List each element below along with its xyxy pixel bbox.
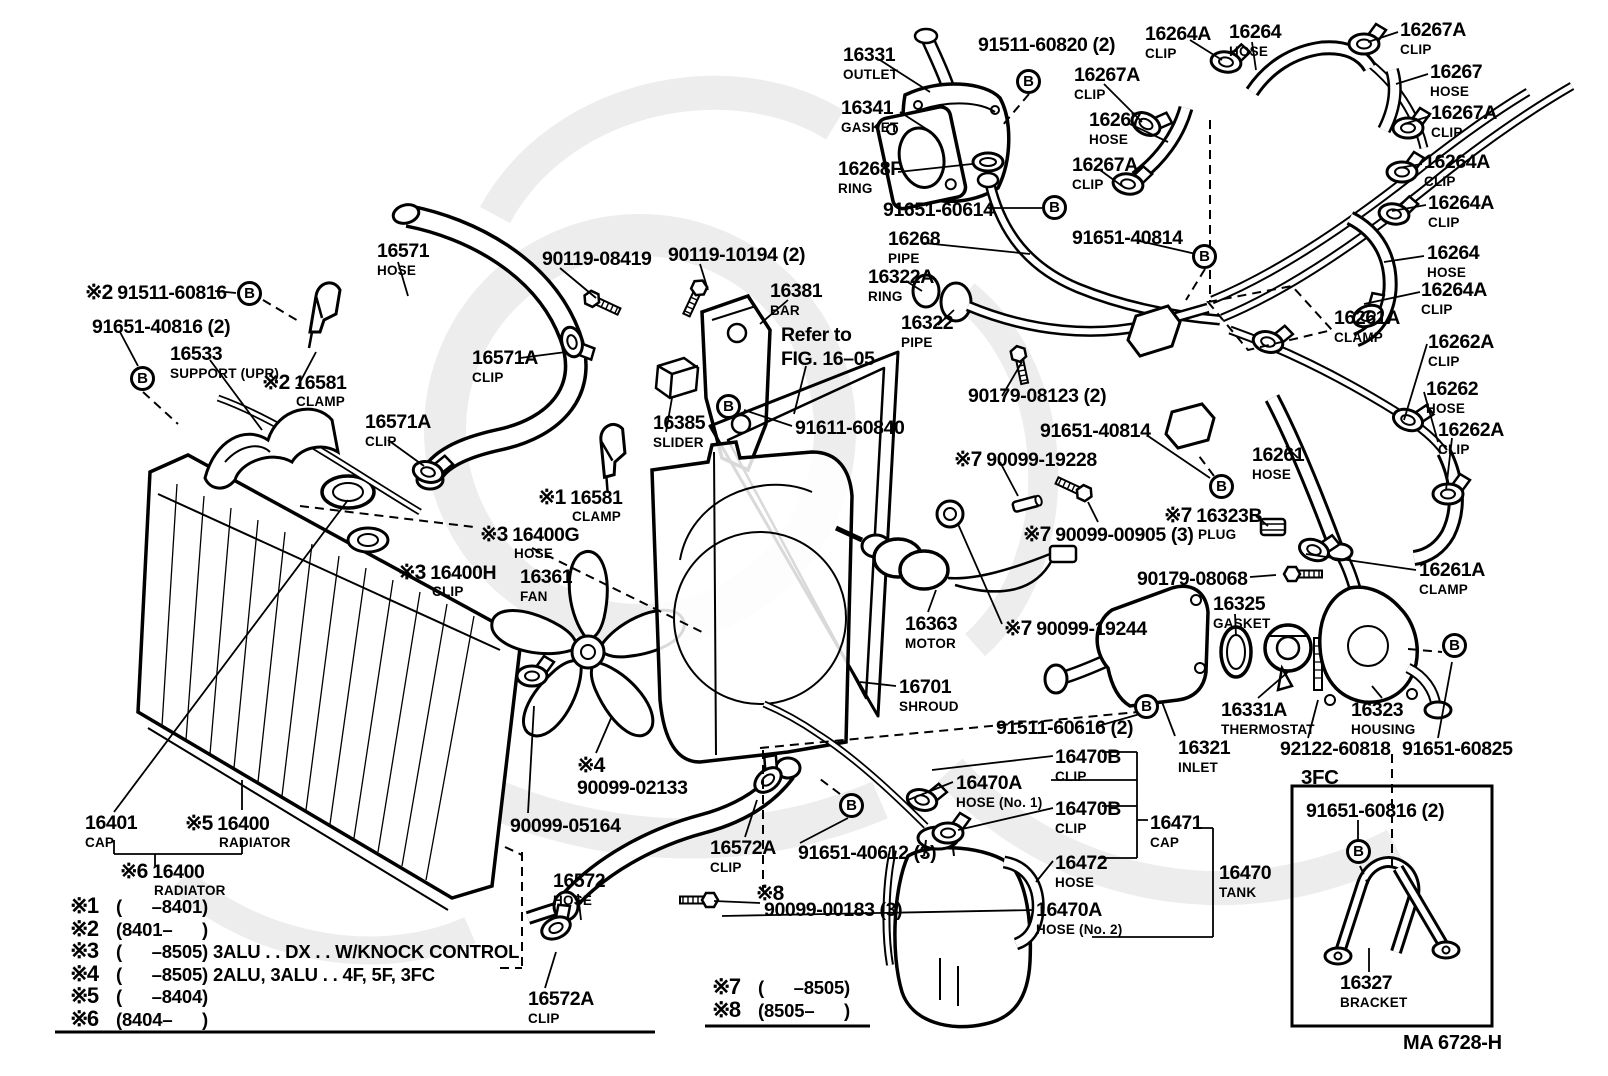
label-16331: [843, 46, 898, 81]
legend-text: ( –8404): [116, 986, 209, 1007]
part-name: CLIP: [472, 369, 504, 385]
part-number: 90179-08123 (2): [968, 385, 1107, 407]
doc-code: MA 6728-H: [1403, 1032, 1502, 1054]
part-name: HOUSING: [1351, 721, 1416, 737]
label-16264a: [1421, 281, 1487, 316]
part-number: 90099-02133: [577, 777, 688, 799]
footnote-mark: ※5: [185, 812, 213, 835]
part-number: 16323: [1351, 699, 1404, 721]
part-number: 90099-00905 (3): [1055, 523, 1194, 546]
part-number: 16471: [1150, 812, 1203, 834]
label-16323b: [1164, 505, 1262, 542]
part-name: CLIP: [1421, 301, 1453, 317]
label-16323: [1351, 701, 1415, 736]
part-name: RING: [868, 288, 903, 304]
part-number: 16381: [770, 280, 823, 302]
bolt-marker-icon: B: [1192, 244, 1217, 269]
part-number: 90099-19244: [1036, 617, 1147, 640]
label-16470a: [1036, 901, 1122, 936]
part-name: INLET: [1178, 759, 1218, 775]
part-number: 16331A: [1221, 699, 1287, 721]
bolt-marker-icon: B: [1346, 839, 1371, 864]
part-number: 16262: [1426, 378, 1479, 400]
part-number: 91651-40816 (2): [92, 316, 231, 338]
label-16264a: [1424, 153, 1490, 188]
label-91651-40814: [1040, 422, 1151, 442]
footnote-mark: ※7: [712, 974, 740, 999]
part-name: RADIATOR: [219, 835, 291, 850]
part-name: HOSE: [377, 262, 417, 278]
part-name: SLIDER: [653, 434, 704, 450]
label-16401: [85, 814, 137, 849]
label-16581: [538, 487, 623, 524]
part-number: 16571A: [365, 411, 431, 433]
label-16470a: [956, 774, 1042, 809]
part-number: 16701: [899, 676, 952, 698]
part-name: CLIP: [432, 584, 464, 599]
part-number: 16321: [1178, 737, 1231, 759]
part-number: 90179-08068: [1137, 568, 1248, 590]
part-number: 16261A: [1334, 307, 1400, 329]
part-name: CLIP: [1072, 176, 1104, 192]
label-91651-40612-3-: [798, 844, 936, 864]
part-number: 91511-60820 (2): [978, 34, 1116, 56]
part-name: HOSE: [553, 892, 593, 908]
bolt-marker-icon: B: [1209, 474, 1234, 499]
label-16572: [553, 872, 605, 907]
footnote-mark: ※8: [712, 996, 740, 1022]
part-number: 16268: [888, 228, 941, 250]
label-16361: [520, 568, 572, 603]
part-number: 16267A: [1074, 64, 1140, 86]
part-number: 16472: [1055, 852, 1108, 874]
label-90099-19228: [954, 449, 1097, 470]
part-number: 16400H: [430, 561, 497, 584]
label-16262a: [1438, 421, 1504, 456]
legend-row: [70, 916, 519, 939]
label-16267a: [1431, 104, 1497, 139]
part-number: 16261A: [1419, 559, 1485, 581]
bolt-marker-icon: B: [1442, 633, 1467, 658]
part-number: 16571A: [472, 347, 538, 369]
label-91611-60840: [795, 419, 904, 439]
part-name: SHROUD: [899, 698, 959, 714]
bolt-marker-icon: B: [1042, 195, 1067, 220]
part-number: 16581: [294, 371, 347, 394]
part-name: CLAMP: [1334, 329, 1383, 345]
part-number: 16581: [570, 486, 623, 509]
part-name: CLAMP: [1419, 581, 1468, 597]
part-number: 90099-00183 (3): [764, 899, 903, 921]
bolt-marker-icon: B: [716, 394, 741, 419]
part-number: 90119-10194 (2): [668, 244, 806, 266]
label-16321: [1178, 739, 1230, 774]
part-name: HOSE: [1430, 83, 1470, 99]
part-name: CLIP: [1145, 45, 1177, 61]
part-name: CAP: [1150, 834, 1180, 850]
part-number: 16264A: [1145, 23, 1211, 45]
legend-row: [70, 983, 519, 1006]
label-16363: [905, 615, 957, 650]
part-name: THERMOSTAT: [1221, 721, 1315, 737]
label-16264: [1229, 23, 1281, 58]
part-number: 16267: [1089, 109, 1142, 131]
part-name: HOSE (No. 2): [1036, 921, 1123, 937]
label-91651-60825: [1402, 740, 1513, 760]
legend-text: (8401– ): [116, 918, 209, 940]
part-number: 92122-60818: [1280, 738, 1391, 760]
part-name: GASKET: [1213, 615, 1271, 631]
part-number: 90099-19228: [986, 448, 1097, 471]
part-number: 91651-40814: [1040, 420, 1151, 442]
part-number: 16470: [1219, 862, 1272, 884]
label-16471: [1150, 814, 1202, 849]
part-number: 16327: [1340, 972, 1393, 994]
label-refer-to: [781, 326, 875, 369]
label-16267a: [1074, 66, 1140, 101]
part-number: 91511-60616 (2): [996, 717, 1134, 739]
part-number: 16400: [217, 812, 270, 835]
part-name: HOSE: [1426, 400, 1466, 416]
part-name: HOSE (No. 1): [956, 794, 1043, 810]
part-number: 16363: [905, 613, 958, 635]
label-16268: [888, 230, 940, 265]
label-91651-40816-2-: [92, 318, 230, 338]
label-16572a: [710, 839, 776, 874]
part-name: OUTLET: [843, 66, 899, 82]
label-16472: [1055, 854, 1107, 889]
label-90099-05164: [510, 817, 621, 837]
part-name: BRACKET: [1340, 994, 1408, 1010]
part-number: 16341: [841, 97, 894, 119]
label-16262: [1426, 380, 1478, 415]
legend-text: (8505– ): [758, 999, 851, 1021]
part-number: 16571: [377, 240, 430, 262]
label-16267: [1089, 111, 1141, 146]
bolt-marker-icon: B: [839, 793, 864, 818]
part-name: CLAMP: [296, 394, 345, 409]
part-number: 16264: [1229, 21, 1282, 43]
label-16470b: [1055, 748, 1121, 783]
part-number: 16572A: [710, 837, 776, 859]
part-name: FIG. 16–05: [781, 347, 875, 370]
part-number: 16322: [901, 312, 954, 334]
label-90179-08123-2-: [968, 387, 1106, 407]
label-90179-08068: [1137, 570, 1248, 590]
label-16268f: [838, 160, 902, 195]
part-name: CLIP: [1438, 441, 1470, 457]
part-name: HOSE: [1055, 874, 1095, 890]
footnote-mark: ※4: [70, 960, 98, 986]
label-90099-02133: [577, 755, 688, 799]
part-number: 16262A: [1438, 419, 1504, 441]
part-name: PIPE: [888, 250, 920, 266]
legend-applicability-right: [712, 974, 851, 1022]
part-name: MOTOR: [905, 635, 956, 651]
part-number: 16572: [553, 870, 606, 892]
part-name: GASKET: [841, 119, 899, 135]
bolt-marker-icon: B: [130, 366, 155, 391]
label-91511-60616-2-: [996, 719, 1133, 739]
footnote-mark: ※2: [85, 281, 113, 304]
legend-text: ( –8505) 2ALU, 3ALU . . 4F, 5F, 3FC: [116, 963, 435, 985]
part-number: 16385: [653, 412, 706, 434]
label-16261: [1252, 446, 1304, 481]
label-16261a: [1419, 561, 1485, 596]
label-16470b: [1055, 800, 1121, 835]
part-number: 16267A: [1072, 154, 1138, 176]
part-number: 16325: [1213, 593, 1266, 615]
label-3fc: [1301, 768, 1339, 789]
label-16264a: [1428, 194, 1494, 229]
label-90099-19244: [1004, 618, 1147, 639]
label-16267a: [1400, 21, 1466, 56]
footnote-mark: ※7: [1164, 504, 1192, 527]
label-16400: [185, 813, 291, 850]
part-number: 16323B: [1196, 504, 1263, 527]
label-16572a: [528, 990, 594, 1025]
legend-text: ( –8401): [116, 896, 209, 917]
part-number: Refer to: [781, 324, 852, 346]
label-92122-60818: [1280, 740, 1391, 760]
part-number: 16470B: [1055, 746, 1121, 768]
label-90099-00183-3-: [764, 901, 902, 921]
part-name: SUPPORT (UPR): [170, 365, 280, 381]
part-number: 16267A: [1400, 19, 1466, 41]
label-16331a: [1221, 701, 1315, 736]
legend-row: [70, 893, 519, 916]
footnote-mark: ※3: [70, 938, 98, 963]
part-number: 16470B: [1055, 798, 1121, 820]
footnote-mark: ※5: [70, 983, 98, 1008]
label-90119-10194-2-: [668, 246, 805, 266]
legend-text: (8404– ): [116, 1008, 209, 1030]
label-91511-60816: [85, 282, 227, 303]
part-number: 16261: [1252, 444, 1305, 466]
legend-text: ( –8505): [758, 977, 851, 998]
footnote-mark: ※6: [120, 860, 148, 883]
part-number: 90119-08419: [542, 248, 652, 270]
bolt-marker-icon: B: [1016, 69, 1041, 94]
ring-art: [973, 153, 1003, 171]
part-name: CLIP: [1074, 86, 1106, 102]
label-16381: [770, 282, 822, 317]
label-91651-40814: [1072, 229, 1183, 249]
part-number: 91611-60840: [795, 417, 905, 439]
part-name: FAN: [520, 588, 548, 604]
label-91651-60816-2-: [1306, 802, 1444, 822]
slider-art: [656, 358, 698, 398]
shroud-art: [652, 442, 852, 762]
part-name: HOSE: [1089, 131, 1129, 147]
label-16264: [1427, 244, 1479, 279]
footnote-mark: ※7: [1023, 523, 1051, 546]
part-number: 16264A: [1428, 192, 1494, 214]
part-name: RADIATOR: [154, 883, 226, 898]
label-16571a: [365, 413, 431, 448]
footnote-mark: ※4: [577, 754, 605, 777]
part-number: 3FC: [1301, 766, 1339, 789]
label-16400g: [480, 524, 579, 561]
label-16322: [901, 314, 953, 349]
part-name: CLIP: [1431, 124, 1463, 140]
label-16262a: [1428, 333, 1494, 368]
part-name: HOSE: [1252, 466, 1292, 482]
part-name: CLIP: [1424, 173, 1456, 189]
legend-text: ( –8505) 3ALU . . DX . . W/KNOCK CONTROL: [116, 941, 520, 962]
label-16400h: [398, 562, 496, 599]
label-16581: [262, 372, 347, 409]
part-number: 16264: [1427, 242, 1480, 264]
footnote-mark: ※3: [398, 561, 426, 584]
part-number: 91651-60825: [1402, 738, 1513, 760]
part-number: 16400: [152, 860, 205, 883]
part-number: 16322A: [868, 266, 934, 288]
part-number: 16470A: [956, 772, 1022, 794]
part-number: 16533: [170, 343, 223, 365]
footnote-mark: ※1: [70, 893, 98, 918]
part-number: 16331: [843, 44, 896, 66]
label-16322a: [868, 268, 934, 303]
label-91651-60614: [883, 201, 994, 221]
footnote-mark: ※8: [756, 882, 784, 905]
part-name: PLUG: [1198, 527, 1237, 542]
part-number: 16262A: [1428, 331, 1494, 353]
label-16571a: [472, 349, 538, 384]
footnote-mark: ※6: [70, 1005, 98, 1031]
part-number: 16401: [85, 812, 138, 834]
part-number: 16572A: [528, 988, 594, 1010]
part-name: HOSE: [514, 546, 554, 561]
part-number: 16361: [520, 566, 573, 588]
part-number: 16264A: [1421, 279, 1487, 301]
part-number: 16267A: [1431, 102, 1497, 124]
part-number: 91651-40814: [1072, 227, 1183, 249]
part-name: CLIP: [528, 1010, 560, 1026]
footnote-mark: ※3: [480, 523, 508, 546]
part-number: 16470A: [1036, 899, 1102, 921]
label-16571: [377, 242, 429, 277]
footnote-mark: ※1: [538, 486, 566, 509]
footnote-mark: ※7: [1004, 617, 1032, 640]
footnote-mark: ※7: [954, 448, 982, 471]
part-number: 16264A: [1424, 151, 1490, 173]
part-name: CAP: [85, 834, 115, 850]
footnote-mark: ※2: [262, 371, 290, 394]
label-16470: [1219, 864, 1271, 899]
label-16261a: [1334, 309, 1400, 344]
label-16264a: [1145, 25, 1211, 60]
part-name: CLIP: [710, 859, 742, 875]
part-number: 16267: [1430, 61, 1483, 83]
label-16267: [1430, 63, 1482, 98]
part-name: RING: [838, 180, 873, 196]
label-91511-60820-2-: [978, 36, 1115, 56]
bolt-marker-icon: B: [1134, 694, 1159, 719]
part-number: 91651-40612 (3): [798, 842, 937, 864]
label-16325: [1213, 595, 1270, 630]
label-16701: [899, 678, 959, 713]
legend-row: [70, 938, 519, 961]
part-name: PIPE: [901, 334, 933, 350]
part-name: CLIP: [1055, 820, 1087, 836]
label-16267a: [1072, 156, 1138, 191]
label-16385: [653, 414, 705, 449]
legend-row: [712, 997, 850, 1020]
part-number: 91651-60816 (2): [1306, 800, 1445, 822]
legend-applicability-left: [70, 893, 520, 1031]
part-number: 16400G: [512, 523, 580, 546]
part-name: CLIP: [1055, 768, 1087, 784]
part-name: CLIP: [365, 433, 397, 449]
label-90119-08419: [542, 250, 651, 270]
part-name: BAR: [770, 302, 800, 318]
footnote-mark: ※2: [70, 915, 98, 941]
bolt-marker-icon: B: [237, 281, 262, 306]
legend-row: [70, 961, 519, 984]
part-name: HOSE: [1427, 264, 1467, 280]
label-16341: [841, 99, 898, 134]
part-name: CLIP: [1400, 41, 1432, 57]
part-name: CLIP: [1428, 214, 1460, 230]
part-name: HOSE: [1229, 43, 1269, 59]
part-number: 16268F: [838, 158, 902, 180]
legend-row: [712, 974, 850, 997]
part-number: 90099-05164: [510, 815, 621, 837]
part-name: CLIP: [1428, 353, 1460, 369]
legend-row: [70, 1006, 519, 1029]
part-name: CLAMP: [572, 509, 621, 524]
part-number: 91511-60816: [117, 281, 227, 304]
part-name: TANK: [1219, 884, 1257, 900]
label-16327: [1340, 974, 1407, 1009]
part-number: 91651-60614: [883, 199, 994, 221]
